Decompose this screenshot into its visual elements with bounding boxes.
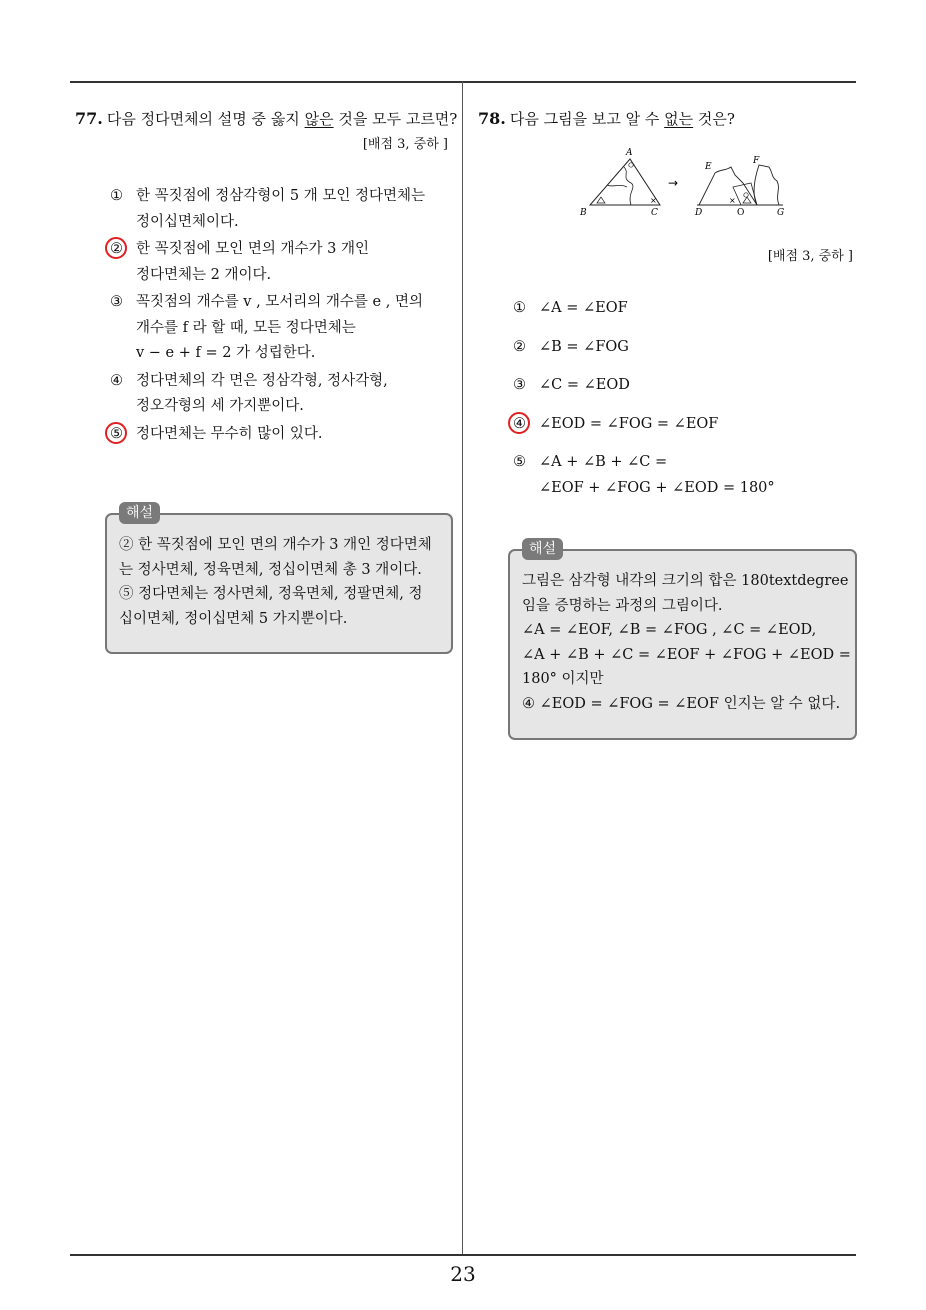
label-f: F [753,156,760,166]
angle-mark-cross: × [729,196,736,205]
q78-option-3[interactable] [513,373,853,399]
column-divider [462,81,463,1256]
q78-options [513,296,853,503]
q77-solution-text: ② 한 꼭짓점에 모인 면의 개수가 3 개인 정다면체 는 정사면체, 정육면체, 정십이면체 총 3 개이다. ⑤ 정다면체는 정사면체, 정육면체, 정팔면체, 정 십이면체, 정이십면체 5 가지뿐이다. [119,537,432,627]
option-number: ④ [513,415,526,432]
q78-option-5[interactable] [513,450,853,501]
q78-header [478,108,735,130]
q77-number: 77. [75,109,103,128]
angle-mark-cross: × [650,196,657,205]
label-b: B [580,208,587,218]
q77-header [75,108,457,130]
option-number: ⑤ [513,454,526,470]
q78-figure [575,143,800,223]
q77-option-5[interactable] [110,422,455,448]
label-a: A [626,148,633,158]
q78-title-post: 것은? [693,110,735,128]
option-text: ∠EOD = ∠FOG = ∠EOF [539,415,719,432]
q78-option-2[interactable] [513,335,853,361]
option-number: ① [110,188,123,204]
option-text: 한 꼭짓점에 정삼각형이 5 개 모인 정다면체는 정이십면체이다. [136,188,426,230]
q78-number: 78. [478,109,506,128]
option-text: ∠A + ∠B + ∠C = ∠EOF + ∠FOG + ∠EOD = 180° [539,454,775,496]
q77-solution-label: 해설 [119,502,160,524]
q78-option-1[interactable] [513,296,853,322]
q78-option-4[interactable] [513,412,853,438]
q77-title-pre: 다음 정다면체의 설명 중 옳지 [106,110,305,128]
option-number: ⑤ [110,425,123,442]
label-c: C [651,208,658,218]
cut-line [607,185,627,187]
label-d: D [695,208,703,218]
option-text: ∠A = ∠EOF [539,300,628,316]
q77-option-2[interactable] [110,237,455,288]
q78-solution-text: 그림은 삼각형 내각의 크기의 합은 180textdegree 임을 증명하는 과정의 그림이다. ∠A = ∠EOF, ∠B = ∠FOG , ∠C = ∠EOD, ∠A + ∠B + ∠C = ∠EOF + ∠FOG + ∠EOD = 180° 이지만 ④ ∠EOD = ∠FOG = ∠EOF 인지는 알 수 없다. [522,573,851,712]
option-number: ② [513,338,526,355]
q78-title-underlined: 없는 [664,110,694,128]
q78-solution-label: 해설 [522,538,563,560]
q77-options [110,184,455,449]
angle-mark-circle [744,193,748,197]
option-number: ③ [110,294,123,310]
label-g: G [777,208,785,218]
label-o: O [737,208,745,218]
q77-option-1[interactable] [110,184,455,235]
option-text: 꼭짓점의 개수를 v , 모서리의 개수를 e , 면의 개수를 f 라 할 때, 모든 정다면체는 v − e + f = 2 가 성립한다. [136,294,423,361]
option-text: ∠C = ∠EOD [539,377,630,393]
q77-points: [배점 3, 중하 ] [362,137,448,152]
q78-solution-box [508,549,857,740]
top-rule [70,81,856,83]
option-text: 한 꼭짓점에 모인 면의 개수가 3 개인 정다면체는 2 개이다. [136,241,369,283]
angle-mark-triangle [597,197,605,203]
option-number: ① [513,300,526,316]
bottom-rule [70,1254,856,1256]
q77-option-4[interactable] [110,369,455,420]
arrow-icon: → [668,176,679,190]
option-text: 정다면체의 각 면은 정삼각형, 정사각형, 정오각형의 세 가지뿐이다. [136,372,388,414]
q77-title-post: 것을 모두 고르면? [333,110,458,128]
piece-right [754,165,779,205]
angle-mark-triangle [743,197,751,203]
angle-mark-circle [629,163,633,167]
q78-title-pre: 다음 그림을 보고 알 수 [509,110,665,128]
option-text: ∠B = ∠FOG [539,338,629,355]
option-number: ④ [110,372,123,389]
q77-solution-box [105,513,453,654]
option-number: ② [110,241,123,257]
q77-option-3[interactable] [110,290,455,367]
label-e: E [705,162,712,172]
q78-points: [배점 3, 중하 ] [767,249,853,264]
option-number: ③ [513,377,526,393]
page-number: 23 [450,1262,476,1286]
option-text: 정다면체는 무수히 많이 있다. [136,425,323,442]
q77-title-underlined: 않은 [304,110,334,128]
